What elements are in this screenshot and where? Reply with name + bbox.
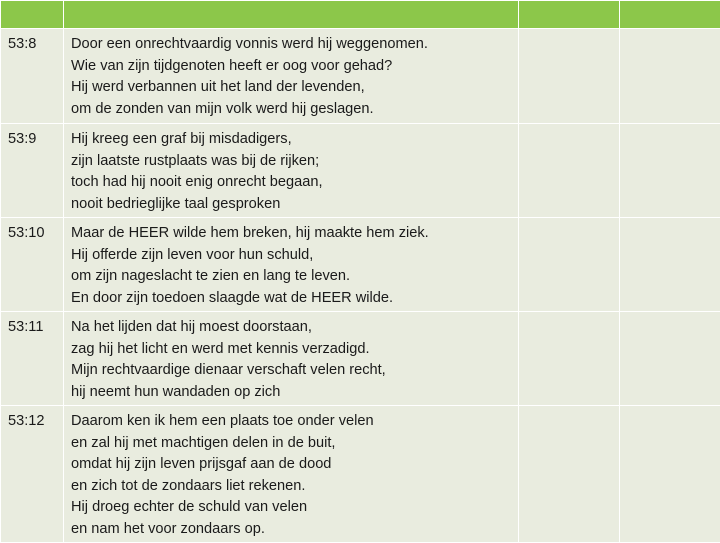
verse-text	[64, 218, 519, 312]
verse-line: Hij offerde zijn leven voor hun schuld,	[71, 245, 514, 267]
verse-line: Daarom ken ik hem een plaats toe onder velen	[71, 411, 514, 433]
table-row	[1, 406, 720, 543]
verse-line: Na het lijden dat hij moest doorstaan,	[71, 317, 514, 339]
empty-cell	[519, 218, 620, 312]
verse-text	[64, 312, 519, 406]
verse-line: zijn laatste rustplaats was bij de rijken;	[71, 151, 514, 173]
empty-cell	[519, 29, 620, 124]
verse-ref: 53:10	[1, 218, 64, 312]
verse-line: nooit bedrieglijke taal gesproken	[71, 194, 514, 216]
header-cell-extra-1	[519, 1, 620, 29]
empty-cell	[620, 218, 720, 312]
table-row	[1, 312, 720, 406]
verse-line: en zal hij met machtigen delen in de buit,	[71, 433, 514, 455]
header-cell-text	[64, 1, 519, 29]
verse-line: Mijn rechtvaardige dienaar verschaft velen recht,	[71, 360, 514, 382]
verse-line: Maar de HEER wilde hem breken, hij maakte hem ziek.	[71, 223, 514, 245]
verse-ref: 53:8	[1, 29, 64, 124]
verse-ref: 53:11	[1, 312, 64, 406]
verse-line: om zijn nageslacht te zien en lang te leven.	[71, 266, 514, 288]
header-cell-extra-2	[620, 1, 720, 29]
empty-cell	[620, 124, 720, 218]
verse-line: omdat hij zijn leven prijsgaf aan de dood	[71, 454, 514, 476]
empty-cell	[620, 406, 720, 543]
table-row	[1, 218, 720, 312]
verse-line: En door zijn toedoen slaagde wat de HEER wilde.	[71, 288, 514, 310]
verse-line: om de zonden van mijn volk werd hij geslagen.	[71, 99, 514, 121]
table-row	[1, 124, 720, 218]
table-row	[1, 29, 720, 124]
verse-text	[64, 124, 519, 218]
empty-cell	[519, 406, 620, 543]
empty-cell	[519, 124, 620, 218]
verse-text	[64, 29, 519, 124]
verse-ref: 53:12	[1, 406, 64, 543]
header-row	[1, 1, 720, 29]
verse-line: en nam het voor zondaars op.	[71, 519, 514, 541]
verse-line: Hij droeg echter de schuld van velen	[71, 497, 514, 519]
verse-ref: 53:9	[1, 124, 64, 218]
verse-line: en zich tot de zondaars liet rekenen.	[71, 476, 514, 498]
verse-line: zag hij het licht en werd met kennis verzadigd.	[71, 339, 514, 361]
header-cell-ref	[1, 1, 64, 29]
verse-line: Hij kreeg een graf bij misdadigers,	[71, 129, 514, 151]
verse-line: Door een onrechtvaardig vonnis werd hij weggenomen.	[71, 34, 514, 56]
verse-line: hij neemt hun wandaden op zich	[71, 382, 514, 404]
empty-cell	[519, 312, 620, 406]
empty-cell	[620, 29, 720, 124]
verse-text	[64, 406, 519, 543]
empty-cell	[620, 312, 720, 406]
verse-line: Wie van zijn tijdgenoten heeft er oog voor gehad?	[71, 56, 514, 78]
verse-line: Hij werd verbannen uit het land der levenden,	[71, 77, 514, 99]
verse-line: toch had hij nooit enig onrecht begaan,	[71, 172, 514, 194]
